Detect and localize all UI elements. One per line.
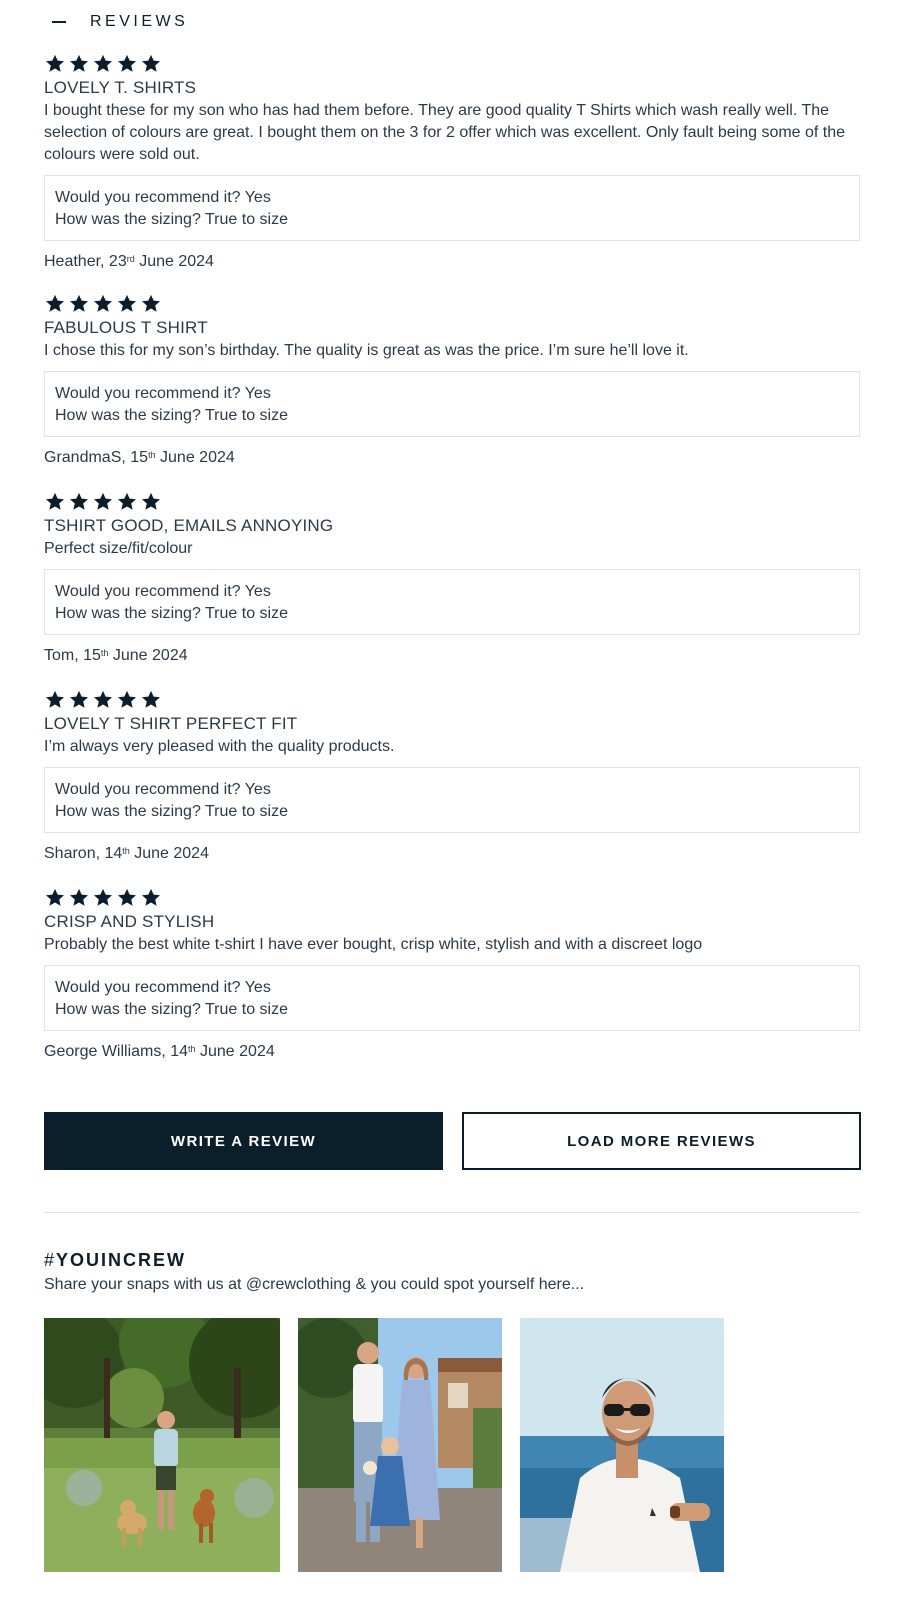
review-author-date [44,843,860,865]
customer-photo-sea-smile[interactable] [520,1318,724,1572]
review-author: Heather, 23 [44,253,127,270]
sizing-answer: How was the sizing? True to size [55,407,288,424]
review-details-box [44,767,860,833]
star-icon [116,887,140,909]
sizing-answer: How was the sizing? True to size [55,605,288,622]
review-details-box [44,175,860,241]
star-icon [116,689,140,711]
review-item [44,688,860,865]
star-rating [44,688,860,712]
star-icon [116,491,140,513]
review-details-box [44,371,860,437]
review-date: June 2024 [195,1043,275,1060]
review-author: Sharon, 14 [44,845,123,862]
review-date: June 2024 [155,449,235,466]
section-divider [44,1212,860,1213]
review-author-date [44,251,860,273]
review-title: CRISP AND STYLISH [44,912,215,931]
section-title: REVIEWS [90,13,189,30]
star-icon [140,689,164,711]
star-icon [68,491,92,513]
date-suffix: rd [126,254,135,264]
customer-photo-family-garden[interactable] [298,1318,502,1572]
date-suffix: th [100,648,109,658]
date-suffix: th [122,846,130,856]
review-author-date [44,1041,860,1063]
review-body: Perfect size/fit/colour [44,540,193,557]
star-icon [44,887,68,909]
star-icon [140,53,164,75]
review-author: GrandmaS, 15 [44,449,149,466]
sizing-answer: How was the sizing? True to size [55,1001,288,1018]
star-icon [116,53,140,75]
date-suffix: th [148,450,156,460]
star-icon [92,53,116,75]
crew-subtitle: Share your snaps with us at @crewclothing & you could spot yourself here... [44,1276,585,1293]
star-icon [44,689,68,711]
review-item [44,490,860,667]
review-author-date [44,645,860,667]
reviews-section-header[interactable] [52,10,188,34]
review-item [44,52,860,273]
star-icon [92,887,116,909]
review-title: FABULOUS T SHIRT [44,318,208,337]
star-icon [92,689,116,711]
star-icon [92,293,116,315]
star-icon [68,689,92,711]
star-rating [44,52,860,76]
review-author: George Williams, 14 [44,1043,189,1060]
review-body: I chose this for my son’s birthday. The quality is great as was the price. I’m sure he’ll love it. [44,342,689,359]
crew-title: YOUINCREW [56,1250,187,1270]
write-review-button[interactable]: WRITE A REVIEW [44,1112,443,1170]
star-icon [116,293,140,315]
customer-photo-park-dogs[interactable] [44,1318,280,1572]
recommend-answer: Would you recommend it? Yes [55,979,271,996]
load-more-reviews-button[interactable]: LOAD MORE REVIEWS [462,1112,861,1170]
recommend-answer: Would you recommend it? Yes [55,385,271,402]
review-title: TSHIRT GOOD, EMAILS ANNOYING [44,516,334,535]
photo-park-dogs-image [44,1318,280,1572]
review-date: June 2024 [108,647,188,664]
review-details-box [44,965,860,1031]
review-date: June 2024 [129,845,209,862]
recommend-answer: Would you recommend it? Yes [55,583,271,600]
star-icon [68,293,92,315]
review-date: June 2024 [134,253,214,270]
review-body: I bought these for my son who has had them before. They are good quality T Shirts which wash really well. The selection of colours are great. I bought them on the 3 for 2 offer which was excellent. Only fault being some of the colours were sold out. [44,102,846,163]
star-icon [140,293,164,315]
star-icon [68,53,92,75]
review-body: I’m always very pleased with the quality products. [44,738,395,755]
photo-sea-smile-image [520,1318,724,1572]
collapse-minus-icon[interactable] [52,21,66,23]
crew-heading [44,1250,186,1271]
photo-family-garden-image [298,1318,502,1572]
star-icon [140,887,164,909]
review-item [44,292,860,469]
review-title: LOVELY T SHIRT PERFECT FIT [44,714,298,733]
review-item [44,886,860,1063]
star-rating [44,490,860,514]
star-icon [68,887,92,909]
star-icon [44,53,68,75]
recommend-answer: Would you recommend it? Yes [55,781,271,798]
star-icon [44,293,68,315]
date-suffix: th [188,1044,196,1054]
star-icon [92,491,116,513]
review-title: LOVELY T. SHIRTS [44,78,197,97]
review-details-box [44,569,860,635]
sizing-answer: How was the sizing? True to size [55,803,288,820]
crew-hash: # [44,1250,57,1270]
star-icon [44,491,68,513]
review-author-date [44,447,860,469]
star-rating [44,886,860,910]
sizing-answer: How was the sizing? True to size [55,211,288,228]
star-icon [140,491,164,513]
review-body: Probably the best white t-shirt I have ever bought, crisp white, stylish and with a discreet logo [44,936,703,953]
star-rating [44,292,860,316]
review-author: Tom, 15 [44,647,101,664]
recommend-answer: Would you recommend it? Yes [55,189,271,206]
